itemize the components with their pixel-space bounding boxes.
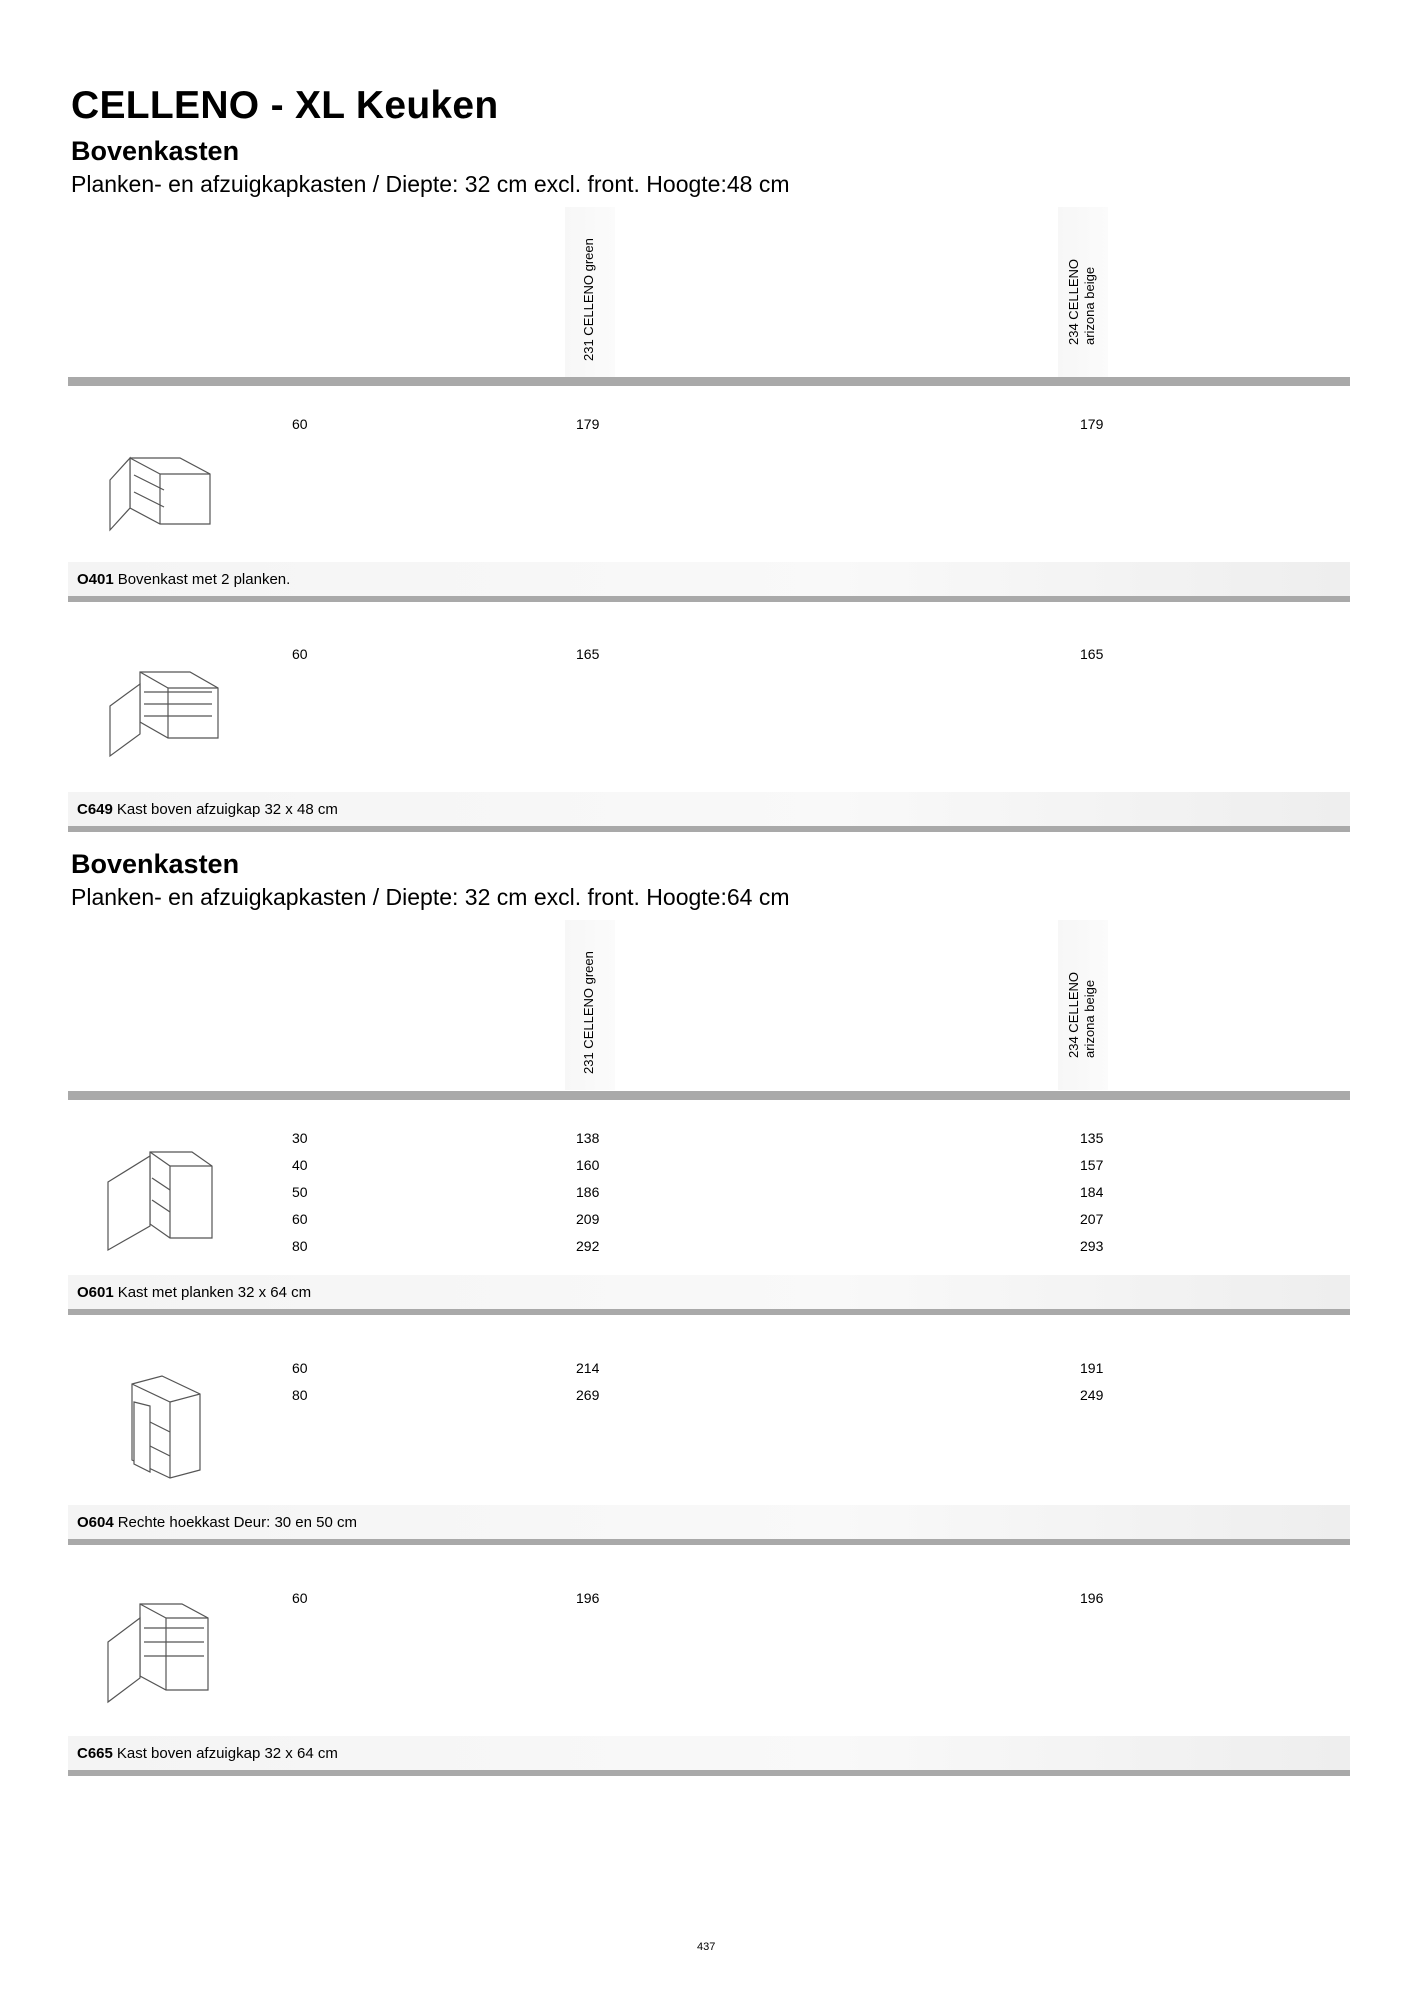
price-beige: 135 [1080, 1130, 1104, 1146]
wall-cabinet-shelves-icon [100, 1142, 220, 1252]
price-green: 269 [576, 1387, 600, 1403]
price-green: 209 [576, 1211, 600, 1227]
corner-cabinet-icon [110, 1372, 230, 1482]
price-green: 214 [576, 1360, 600, 1376]
product-caption [68, 1275, 1350, 1309]
width-value: 50 [292, 1184, 308, 1200]
price-green: 165 [576, 646, 600, 662]
price-beige: 165 [1080, 646, 1104, 662]
product-description: Kast boven afzuigkap 32 x 64 cm [116, 1745, 338, 1762]
product-code: C649 [77, 801, 113, 818]
column-label: arizona beige [1082, 979, 1097, 1058]
column-label: 234 CELLENO [1066, 972, 1081, 1058]
header-divider [68, 377, 1350, 386]
row-divider [68, 596, 1350, 602]
column-header-green [565, 207, 615, 377]
column-label: 234 CELLENO [1066, 259, 1081, 345]
product-code: O604 [77, 1514, 114, 1531]
header-divider [68, 1091, 1350, 1100]
price-green: 179 [576, 416, 600, 432]
price-beige: 184 [1080, 1184, 1104, 1200]
column-header-beige [1058, 920, 1108, 1090]
product-caption [68, 562, 1350, 596]
price-beige: 196 [1080, 1590, 1104, 1606]
product-caption [68, 1505, 1350, 1539]
price-green: 196 [576, 1590, 600, 1606]
column-header-green [565, 920, 615, 1090]
row-divider [68, 1309, 1350, 1315]
width-value: 60 [292, 1211, 308, 1227]
section-heading: Bovenkasten [71, 136, 240, 166]
product-caption [68, 792, 1350, 826]
price-beige: 249 [1080, 1387, 1104, 1403]
price-green: 186 [576, 1184, 600, 1200]
price-beige: 179 [1080, 416, 1104, 432]
wall-cabinet-2-shelves-icon [100, 430, 220, 540]
column-label: 231 CELLENO green [581, 951, 596, 1074]
width-value: 60 [292, 416, 308, 432]
section-subheading: Planken- en afzuigkapkasten / Diepte: 32 cm excl. front. Hoogte:64 cm [71, 884, 790, 910]
row-divider [68, 1539, 1350, 1545]
column-label: arizona beige [1082, 266, 1097, 345]
row-divider [68, 1770, 1350, 1776]
width-value: 40 [292, 1157, 308, 1173]
price-beige: 207 [1080, 1211, 1104, 1227]
row-divider [68, 826, 1350, 832]
price-green: 138 [576, 1130, 600, 1146]
hood-cabinet-icon [100, 1598, 220, 1708]
price-green: 292 [576, 1238, 600, 1254]
page-title: CELLENO - XL Keuken [71, 84, 499, 127]
section-subheading: Planken- en afzuigkapkasten / Diepte: 32 cm excl. front. Hoogte:48 cm [71, 171, 790, 197]
price-beige: 293 [1080, 1238, 1104, 1254]
product-code: C665 [77, 1745, 113, 1762]
width-value: 30 [292, 1130, 308, 1146]
width-value: 80 [292, 1387, 308, 1403]
product-description: Rechte hoekkast Deur: 30 en 50 cm [117, 1514, 357, 1531]
price-green: 160 [576, 1157, 600, 1173]
product-description: Bovenkast met 2 planken. [117, 571, 291, 588]
price-beige: 191 [1080, 1360, 1104, 1376]
width-value: 60 [292, 646, 308, 662]
price-beige: 157 [1080, 1157, 1104, 1173]
product-description: Kast met planken 32 x 64 cm [117, 1284, 312, 1301]
width-value: 60 [292, 1590, 308, 1606]
page-number: 437 [697, 1941, 716, 1953]
product-code: O401 [77, 571, 114, 588]
hood-cabinet-icon [100, 660, 220, 770]
column-header-beige [1058, 207, 1108, 377]
product-description: Kast boven afzuigkap 32 x 48 cm [116, 801, 338, 818]
product-code: O601 [77, 1284, 114, 1301]
column-label: 231 CELLENO green [581, 238, 596, 361]
product-caption [68, 1736, 1350, 1770]
width-value: 80 [292, 1238, 308, 1254]
width-value: 60 [292, 1360, 308, 1376]
section-heading: Bovenkasten [71, 849, 240, 879]
